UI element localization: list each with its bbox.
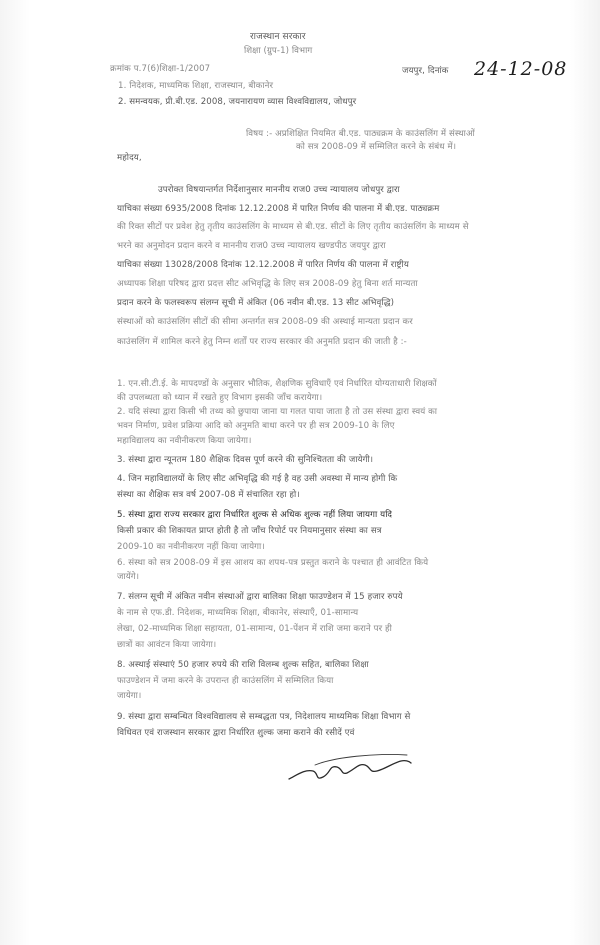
condition-line: फाउण्डेशन में जमा करने के उपरान्त ही काउंसलिंग में सम्मिलित किया bbox=[117, 676, 334, 686]
reference-number: क्रमांक प.7(6)शिक्षा-1/2007 bbox=[110, 64, 211, 74]
place-date-label: जयपुर, दिनांक bbox=[402, 66, 449, 76]
condition-line: विधिवत एवं राजस्थान सरकार द्वारा निर्धारित शुल्क जमा कराने की रसीदें एवं bbox=[117, 728, 355, 738]
condition-line: 3. संस्था द्वारा न्यूनतम 180 शैक्षिक दिवस पूर्ण करने की सुनिश्चितता की जायेगी। bbox=[117, 455, 374, 465]
condition-line: संस्था का शैक्षिक सत्र वर्ष 2007-08 में संचालित रहा हो। bbox=[117, 490, 300, 500]
body-line: की रिक्त सीटों पर प्रवेश हेतु तृतीय काउंसलिंग के माध्यम से बी.एड. सीटों के लिए तृतीय काउंसलिंग के माध्यम से bbox=[117, 222, 469, 232]
condition-line: लेखा, 02-माध्यमिक शिक्षा सहायता, 01-सामान्य, 01-पेंशन में राशि जमा कराने पर ही bbox=[117, 624, 392, 634]
body-line: उपरोक्त विषयान्तर्गत निर्देशानुसार माननीय राज0 उच्च न्यायालय जोधपुर द्वारा bbox=[158, 185, 400, 195]
recipient-1: 1. निदेशक, माध्यमिक शिक्षा, राजस्थान, बीकानेर bbox=[118, 81, 274, 91]
condition-line: 2009-10 का नवीनीकरण नहीं किया जायेगा। bbox=[117, 542, 265, 552]
condition-line: किसी प्रकार की शिकायत प्राप्त होती है तो जाँच रिपोर्ट पर नियमानुसार संस्था का सत्र bbox=[117, 526, 382, 536]
body-line: भरने का अनुमोदन प्रदान करने व माननीय राज0 उच्च न्यायालय खण्डपीठ जयपुर द्वारा bbox=[117, 241, 386, 251]
condition-line: महाविद्यालय का नवीनीकरण किया जायेगा। bbox=[117, 436, 252, 446]
condition-line: 4. जिन महाविद्यालयों के लिए सीट अभिवृद्धि की गई है वह उसी अवस्था में मान्य होगी कि bbox=[117, 474, 398, 484]
condition-line: 8. अस्थाई संस्थाएं 50 हजार रुपये की राशि विलम्ब शुल्क सहित, बालिका शिक्षा bbox=[117, 660, 369, 670]
condition-line: छात्रों का आवंटन किया जायेगा। bbox=[117, 640, 217, 650]
subject-line-1: विषय :- अप्रशिक्षित नियमित बी.एड. पाठ्यक्रम के काउंसलिंग में संस्थाओं bbox=[246, 129, 475, 139]
signature-graphic bbox=[285, 745, 415, 793]
condition-line: जायेगा। bbox=[117, 691, 142, 701]
dept-heading: शिक्षा (ग्रुप-1) विभाग bbox=[244, 46, 313, 56]
condition-line: 6. संस्था को सत्र 2008-09 में इस आशय का शपथ-पत्र प्रस्तुत कराने के पश्चात ही आवंटित किये bbox=[117, 558, 429, 568]
body-line: याचिका संख्या 13028/2008 दिनांक 12.12.2008 में पारित निर्णय की पालना में राष्ट्रीय bbox=[117, 260, 409, 270]
gov-heading: राजस्थान सरकार bbox=[250, 32, 306, 42]
body-line: याचिका संख्या 6935/2008 दिनांक 12.12.2008 में पारित निर्णय की पालना में बी.एड. पाठ्यक्रम bbox=[117, 204, 440, 214]
body-line: अध्यापक शिक्षा परिषद द्वारा प्रदत्त सीट अभिवृद्धि के लिए सत्र 2008-09 हेतु बिना शर्त मान्यता bbox=[117, 279, 418, 289]
condition-line: भवन निर्माण, प्रवेश प्रक्रिया आदि को अनुमति बाधा करने पर ही सत्र 2009-10 के लिए bbox=[117, 421, 395, 431]
condition-line: 2. यदि संस्था द्वारा किसी भी तथ्य को छुपाया जाना या गलत पाया जाता है तो उस संस्था द्वारा स्वयं का bbox=[117, 407, 438, 417]
salutation: महोदय, bbox=[117, 153, 142, 163]
body-line: प्रदान करने के फलस्वरूप संलग्न सूची में अंकित (06 नवीन बी.एड. 13 सीट अभिवृद्धि) bbox=[117, 298, 395, 308]
condition-line: के नाम से एफ.डी. निदेशक, माध्यमिक शिक्षा, बीकानेर, संस्थाएँ, 01-सामान्य bbox=[117, 608, 359, 618]
condition-line: 7. संलग्न सूची में अंकित नवीन संस्थाओं द्वारा बालिका शिक्षा फाउण्डेशन में 15 हजार रुपये bbox=[117, 592, 403, 602]
body-line: काउंसलिंग में शामिल करने हेतु निम्न शर्तों पर राज्य सरकार की अनुमति प्रदान की जाती है :- bbox=[117, 337, 407, 347]
body-line: संस्थाओं को काउंसलिंग सीटों की सीमा अन्तर्गत सत्र 2008-09 की अस्थाई मान्यता प्रदान कर bbox=[117, 317, 413, 327]
handwritten-date: 24-12-08 bbox=[474, 58, 568, 80]
condition-line: 5. संस्था द्वारा राज्य सरकार द्वारा निर्धारित शुल्क से अधिक शुल्क नहीं लिया जायगा यदि bbox=[117, 510, 393, 520]
condition-line: की उपलब्धता को ध्यान में रखते हुए विभाग इसकी जाँच करायेगा। bbox=[117, 393, 323, 403]
condition-line: जायेंगे। bbox=[117, 572, 140, 582]
recipient-2: 2. समन्वयक, प्री.बी.एड. 2008, जयनारायण व्यास विश्वविद्यालय, जोधपुर bbox=[118, 97, 357, 107]
condition-line: 9. संस्था द्वारा सम्बन्धित विश्वविद्यालय से सम्बद्धता पत्र, निदेशालय माध्यमिक शिक्षा विभाग से bbox=[117, 712, 411, 722]
condition-line: 1. एन.सी.टी.ई. के मापदण्डों के अनुसार भौतिक, शैक्षणिक सुविधाएँ एवं निर्धारित योग्यताधारी शिक्षकों bbox=[117, 379, 437, 389]
subject-line-2: को सत्र 2008-09 में सम्मिलित करने के संबंध में। bbox=[296, 142, 457, 152]
